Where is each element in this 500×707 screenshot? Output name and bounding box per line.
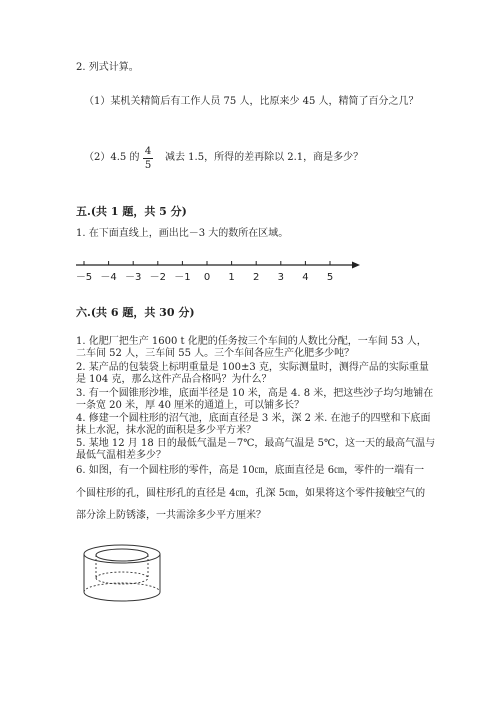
section2-heading: 2. 列式计算。	[76, 62, 139, 73]
section5-title: 五.(共 1 题，共 5 分)	[76, 205, 187, 218]
fraction-bar	[143, 158, 153, 159]
number-line-tick-label: 1	[228, 272, 235, 283]
number-line-tick-label: 2	[253, 272, 260, 283]
question-6-line-12: 个圆柱形的孔，圆柱形孔的直径是 4㎝，孔深 5㎝，如果将这个零件接触空气的	[76, 488, 426, 499]
question-6-line-8: 抹上水泥，抹水泥的面积是多少平方米？	[76, 425, 256, 436]
question-6-line-1: 1. 化肥厂把生产 1600 t 化肥的任务按三个车间的人数比分配，一车间 53 人，	[76, 336, 427, 347]
question-6-line-9: 5. 某地 12 月 18 日的最低气温是－7℃，最高气温是 5℃，这一天的最高气温与	[76, 438, 436, 449]
number-line-tick-label: 5	[326, 272, 334, 283]
cylinder-part-figure	[76, 540, 176, 606]
number-line-tick-label: －2	[149, 272, 166, 283]
fraction-numerator: 4	[144, 146, 152, 157]
number-line-tick-label: 4	[302, 272, 309, 283]
question-2-1: （1）某机关精简后有工作人员 75 人，比原来少 45 人，精简了百分之几？	[84, 96, 419, 107]
fraction-four-fifths	[142, 146, 154, 171]
question-6-line-4: 是 104 克，那么这件产品合格吗？为什么？	[76, 374, 272, 385]
question-5-1: 1. 在下面直线上，画出比－3 大的数所在区域。	[76, 228, 289, 239]
hole-top-ellipse	[96, 549, 148, 561]
question-2-2-prefix: （2）4.5 的	[84, 152, 140, 163]
section6-title: 六.(共 6 题，共 30 分)	[76, 306, 195, 319]
number-line-tick-label: －1	[174, 272, 191, 283]
question-2-2-suffix: 减去 1.5，所得的差再除以 2.1，商是多少？	[165, 152, 364, 163]
question-6-line-7: 4. 修建一个圆柱形的沼气池，底面直径是 3 米，深 2 米. 在池子的四壁和下底面	[76, 413, 431, 424]
fraction-denominator: 5	[144, 160, 152, 171]
cylinder-bottom-back	[84, 583, 160, 592]
cylinder-bottom-front	[84, 592, 160, 601]
number-line-arrow-icon	[352, 262, 360, 269]
hole-bottom-back	[96, 572, 148, 578]
number-line-tick-label: －4	[100, 272, 117, 283]
number-line	[70, 255, 370, 291]
number-line-tick-label: －3	[125, 272, 142, 283]
question-6-line-10: 最低气温相差多少？	[76, 450, 166, 461]
question-6-line-2: 二车间 52 人，三车间 55 人。三个车间各应生产化肥多少吨？	[76, 348, 355, 359]
cylinder-top-ellipse	[84, 545, 160, 563]
question-6-line-13: 部分涂上防锈漆，一共需涂多少平方厘米？	[76, 510, 266, 521]
question-6-line-3: 2. 某产品的包装袋上标明重量是 100±3 克，实际测量时，测得产品的实际重量	[76, 362, 429, 373]
number-line-tick-label: 0	[203, 272, 211, 283]
number-line-tick-label: －5	[75, 272, 93, 283]
question-6-line-5: 3. 有一个圆锥形沙堆，底面半径是 10 米，高是 4. 8 米，把这些沙子均匀地铺在	[76, 388, 434, 399]
question-6-line-6: 一条宽 20 米，厚 40 厘米的通道上，可以铺多长？	[76, 400, 305, 411]
number-line-tick-label: 3	[277, 272, 284, 283]
question-6-line-11: 6. 如图，有一个圆柱形的零件，高是 10㎝，底面直径是 6㎝，零件的一端有一	[76, 465, 425, 476]
